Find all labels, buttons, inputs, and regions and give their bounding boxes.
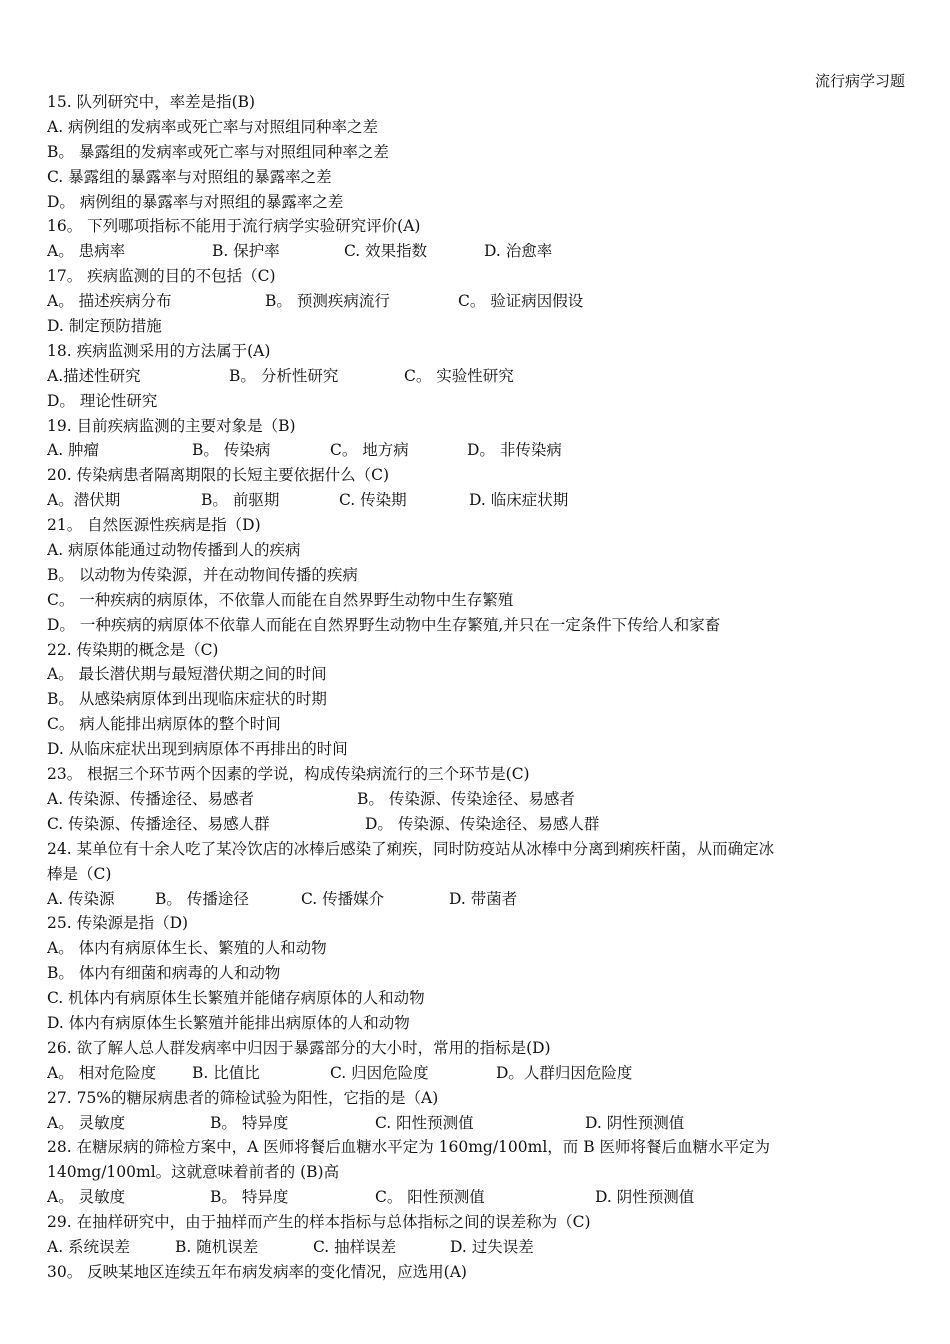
- answer-option: A。 灵敏度: [47, 1188, 126, 1207]
- text-line: 26. 欲了解人总人群发病率中归因于暴露部分的大小时，常用的指标是(D): [47, 1038, 551, 1057]
- text-line: 19. 目前疾病监测的主要对象是（B): [47, 416, 296, 435]
- text-line: C。 病人能排出病原体的整个时间: [47, 715, 281, 734]
- options-line: [47, 289, 907, 314]
- text-line: B。 暴露组的发病率或死亡率与对照组同种率之差: [47, 142, 389, 161]
- answer-option: B。 传播途径: [155, 889, 249, 908]
- answer-option: A。 相对危险度: [47, 1063, 157, 1082]
- text-line: B。 体内有细菌和病毒的人和动物: [47, 964, 281, 983]
- text-line: D。 一种疾病的病原体不依靠人而能在自然界野生动物中生存繁殖,并只在一定条件下传给人和家畜: [47, 615, 721, 634]
- text-line: 21。 自然医源性疾病是指（D): [47, 516, 261, 535]
- answer-option: B。 前驱期: [201, 491, 280, 510]
- text-line: B。 以动物为传染源，并在动物间传播的疾病: [47, 565, 358, 584]
- answer-option: C. 效果指数: [344, 242, 428, 261]
- text-line: 20. 传染病患者隔离期限的长短主要依据什么（C): [47, 466, 389, 485]
- text-line: D. 制定预防措施: [47, 317, 162, 336]
- options-line: [47, 887, 907, 912]
- text-line: C。 一种疾病的病原体，不依靠人而能在自然界野生动物中生存繁殖: [47, 590, 514, 609]
- answer-option: B. 比值比: [192, 1063, 260, 1082]
- text-line: 30。 反映某地区连续五年布病发病率的变化情况，应选用(A): [47, 1262, 467, 1281]
- answer-option: C. 传播媒介: [301, 889, 385, 908]
- text-line: 15. 队列研究中，率差是指(B): [47, 93, 256, 111]
- answer-option: D。 传染源、传染途径、易感人群: [365, 814, 600, 833]
- answer-option: D. 阴性预测值: [585, 1113, 685, 1132]
- answer-option: C。 实验性研究: [404, 366, 514, 385]
- options-line: [47, 239, 907, 264]
- page-header: 流行病学习题: [814, 72, 905, 90]
- answer-option: B。 特异度: [210, 1188, 289, 1207]
- answer-option: B. 随机误差: [175, 1237, 259, 1256]
- answer-option: C. 归因危险度: [330, 1063, 429, 1082]
- answer-option: A. 肿瘤: [47, 441, 100, 460]
- text-line: 22. 传染期的概念是（C): [47, 640, 219, 659]
- answer-option: C. 抽样误差: [313, 1237, 397, 1256]
- options-line: [47, 438, 907, 463]
- answer-option: C。 阳性预测值: [375, 1188, 485, 1207]
- answer-option: D. 临床症状期: [469, 491, 569, 510]
- text-line: 24. 某单位有十余人吃了某冷饮店的冰棒后感染了痢疾，同时防疫站从冰棒中分离到痢疾杆菌，从而确定冰: [47, 839, 775, 858]
- text-line: A。 体内有病原体生长、繁殖的人和动物: [47, 939, 327, 958]
- options-line: [47, 364, 907, 389]
- text-line: C. 机体内有病原体生长繁殖并能储存病原体的人和动物: [47, 989, 425, 1008]
- text-line: 140mg/100ml。这就意味着前者的 (B)高: [47, 1163, 340, 1182]
- answer-option: A。 灵敏度: [47, 1113, 126, 1132]
- answer-option: A。潜伏期: [47, 491, 121, 510]
- text-line: D. 体内有病原体生长繁殖并能排出病原体的人和动物: [47, 1013, 410, 1032]
- options-line: [47, 787, 907, 812]
- answer-option: C。 验证病因假设: [458, 292, 584, 311]
- answer-option: D。人群归因危险度: [496, 1063, 633, 1082]
- answer-option: B。 传染病: [192, 441, 271, 460]
- text-line: 16。 下列哪项指标不能用于流行病学实验研究评价(A): [47, 217, 421, 236]
- answer-option: B。 预测疾病流行: [265, 292, 390, 311]
- answer-option: A。 患病率: [47, 242, 126, 261]
- text-line: 23。 根据三个环节两个因素的学说，构成传染病流行的三个环节是(C): [47, 765, 530, 784]
- text-line: B。 从感染病原体到出现临床症状的时期: [47, 690, 327, 709]
- text-line: 18. 疾病监测采用的方法属于(A): [47, 341, 271, 360]
- answer-option: C. 传染期: [339, 491, 407, 510]
- answer-option: B. 保护率: [212, 242, 280, 261]
- answer-option: D. 过失误差: [450, 1237, 534, 1256]
- answer-option: A. 传染源、传播途径、易感者: [47, 789, 255, 808]
- options-line: [47, 1185, 907, 1210]
- answer-option: D. 治愈率: [484, 242, 553, 261]
- text-line: 25. 传染源是指（D): [47, 914, 189, 933]
- answer-option: B。 传染源、传染途径、易感者: [357, 789, 575, 808]
- answer-option: D. 阴性预测值: [595, 1188, 695, 1207]
- text-line: D。 病例组的暴露率与对照组的暴露率之差: [47, 192, 344, 211]
- text-line: A. 病原体能通过动物传播到人的疾病: [47, 541, 301, 560]
- text-line: 29. 在抽样研究中，由于抽样而产生的样本指标与总体指标之间的误差称为（C): [47, 1213, 591, 1232]
- options-line: [47, 488, 907, 513]
- text-line: 28. 在糖尿病的筛检方案中，A 医师将餐后血糖水平定为 160mg/100ml，而 B 医师将餐后血糖水平定为: [47, 1138, 771, 1157]
- options-line: [47, 1111, 907, 1136]
- answer-option: C. 传染源、传播途径、易感人群: [47, 814, 270, 833]
- answer-option: A. 系统误差: [47, 1237, 131, 1256]
- answer-option: B。 分析性研究: [229, 366, 339, 385]
- answer-option: A.描述性研究: [47, 366, 141, 385]
- answer-option: D。 非传染病: [467, 441, 562, 460]
- answer-option: A. 传染源: [47, 889, 115, 908]
- options-line: [47, 1061, 907, 1086]
- question-list: [47, 90, 907, 1285]
- text-line: 17。 疾病监测的目的不包括（C): [47, 267, 276, 286]
- answer-option: C。 地方病: [330, 441, 409, 460]
- answer-option: A。 描述疾病分布: [47, 292, 172, 311]
- text-line: 27. 75%的糖尿病患者的筛检试验为阳性，它指的是（A): [47, 1088, 439, 1107]
- text-line: 棒是（C): [47, 864, 112, 883]
- text-line: D。 理论性研究: [47, 391, 158, 410]
- answer-option: B。 特异度: [210, 1113, 289, 1132]
- text-line: A。 最长潜伏期与最短潜伏期之间的时间: [47, 665, 327, 684]
- options-line: [47, 812, 907, 837]
- options-line: [47, 1235, 907, 1260]
- text-line: D. 从临床症状出现到病原体不再排出的时间: [47, 740, 348, 759]
- answer-option: D. 带菌者: [449, 889, 518, 908]
- text-line: C. 暴露组的暴露率与对照组的暴露率之差: [47, 167, 332, 186]
- answer-option: C. 阳性预测值: [375, 1113, 474, 1132]
- text-line: A. 病例组的发病率或死亡率与对照组同种率之差: [47, 117, 379, 136]
